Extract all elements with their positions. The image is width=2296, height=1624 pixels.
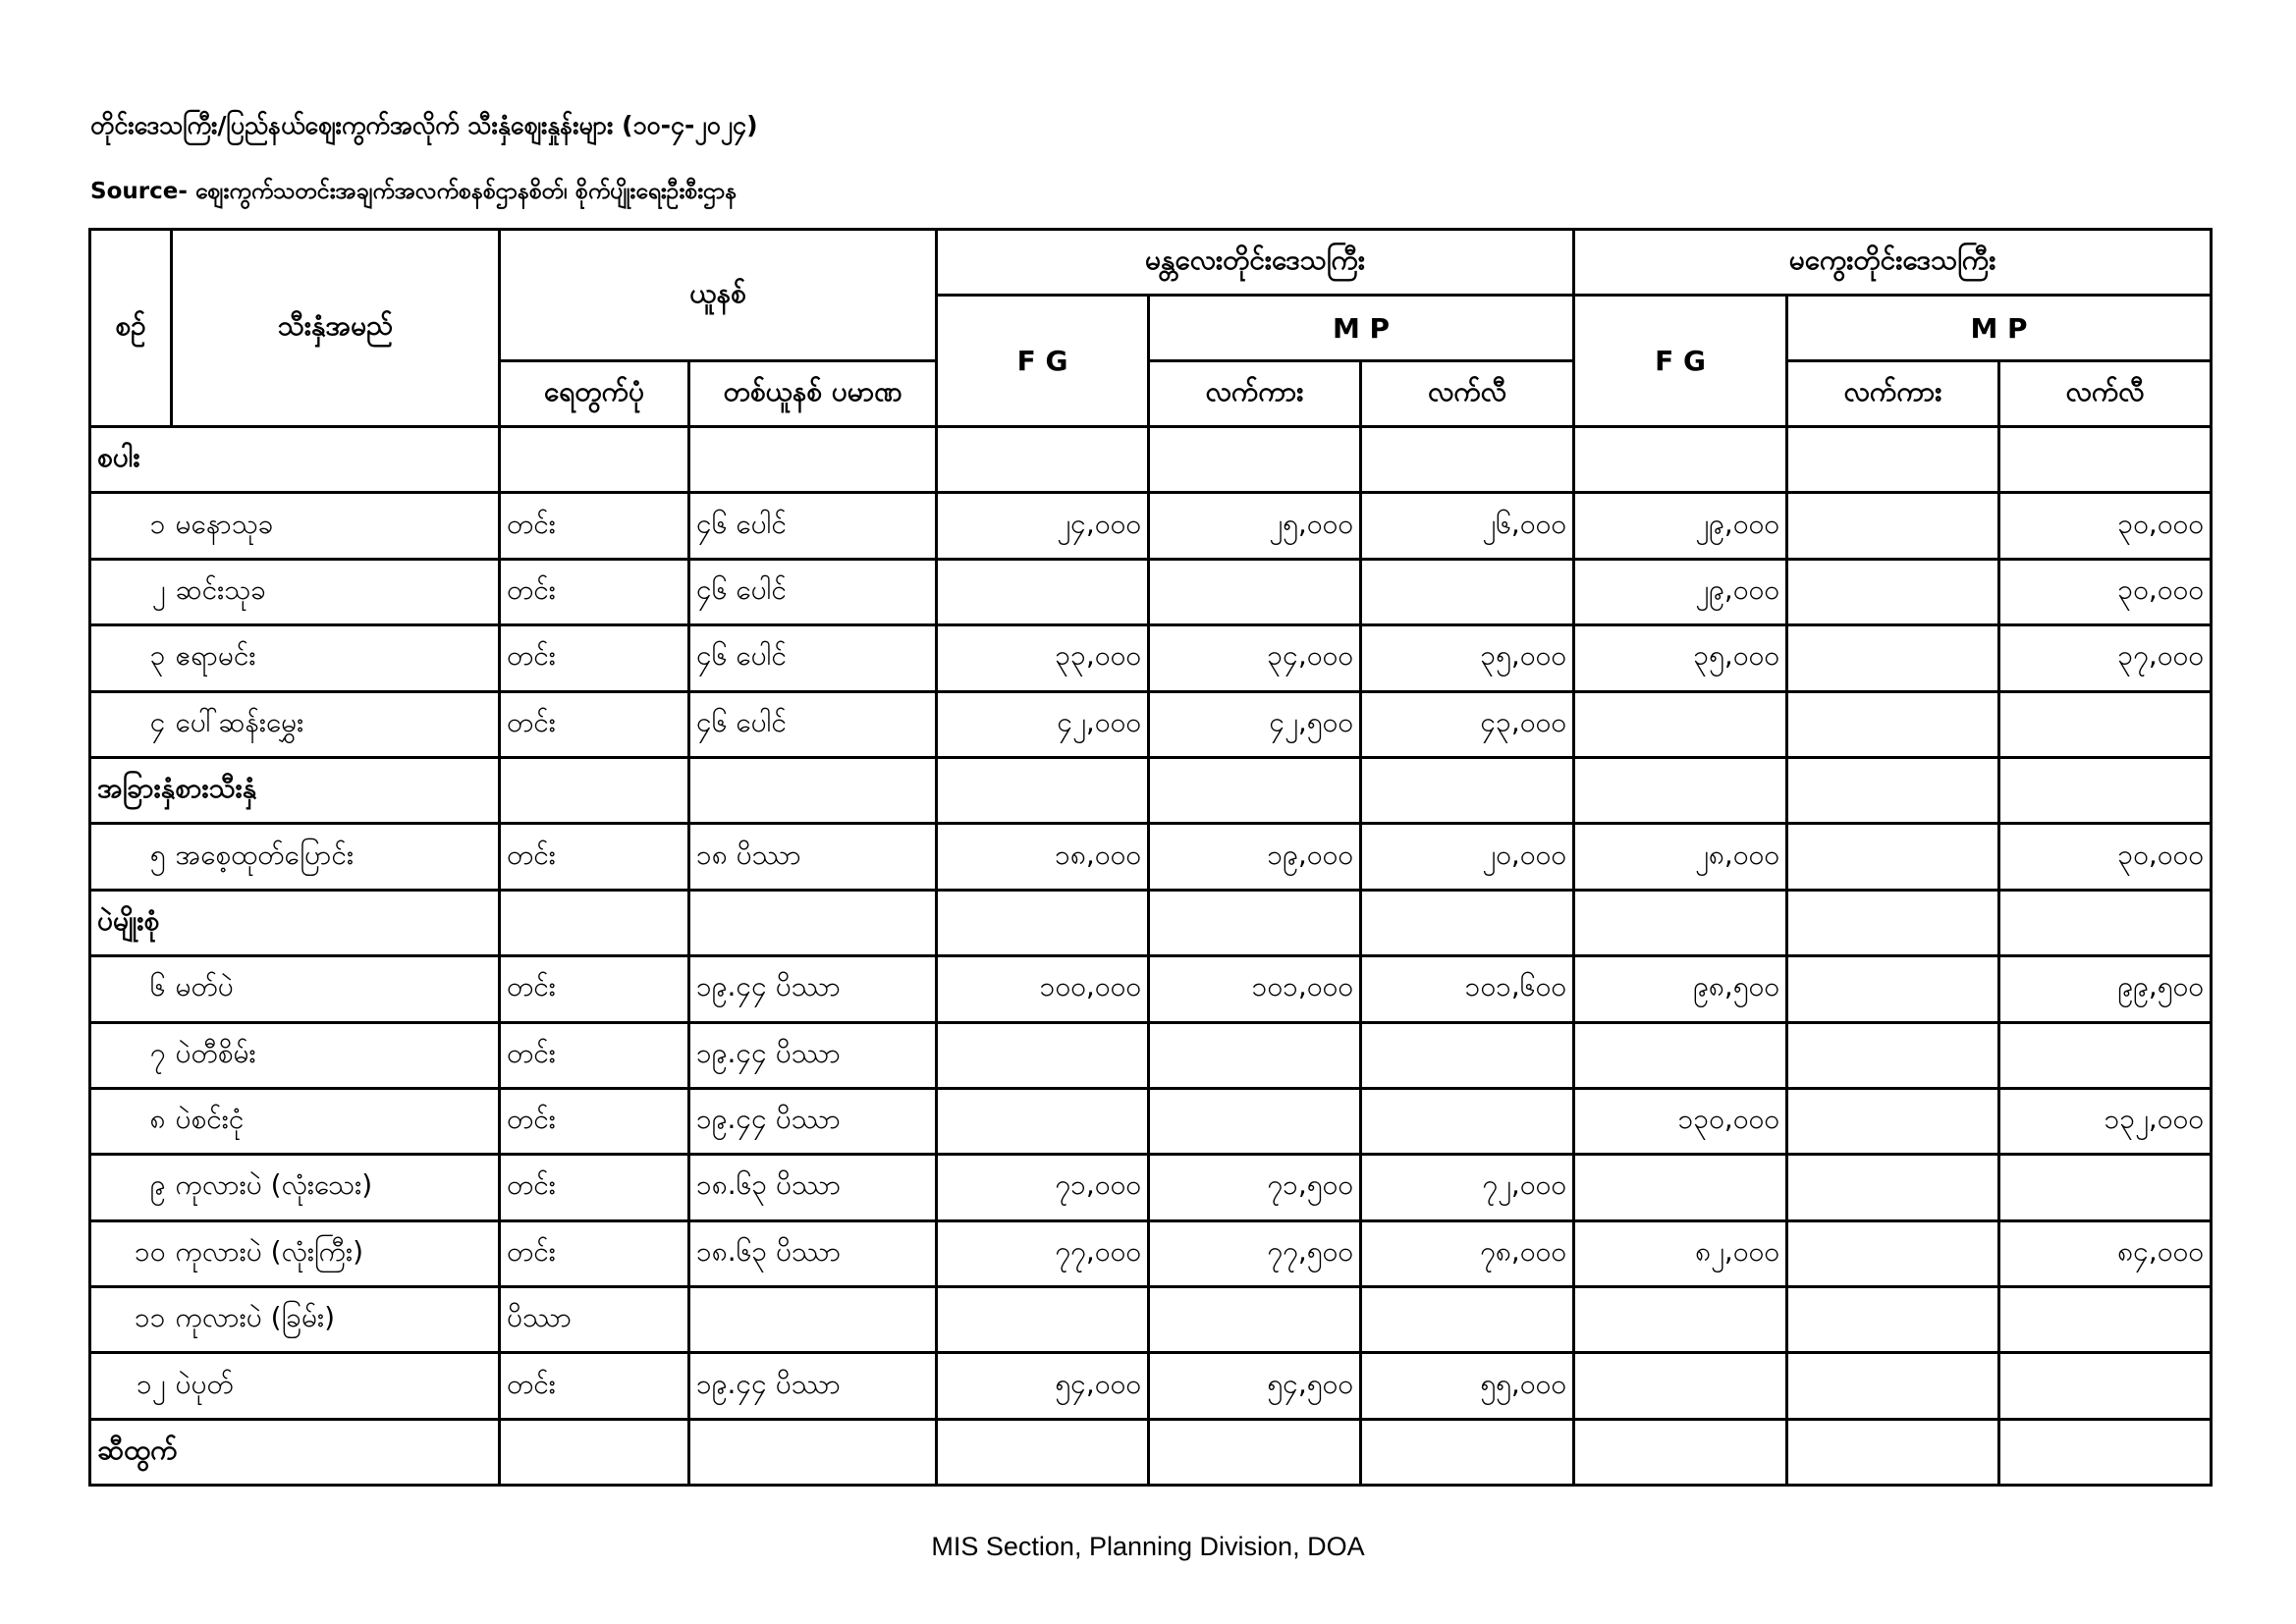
mp-wholesale-mandalay-price: ၄၂,၅၀၀ [1149, 691, 1361, 757]
fg-mandalay-price [937, 1287, 1149, 1353]
empty-cell [1361, 890, 1574, 955]
fg-magway-price [1574, 691, 1787, 757]
mp-retail-magway-price: ၃၇,၀၀၀ [1999, 625, 2212, 691]
serial-number: ၆ [90, 956, 172, 1022]
crop-name: ကုလားပဲ (လုံးကြီး) [172, 1220, 500, 1286]
mp-wholesale-mandalay-price [1149, 1022, 1361, 1088]
empty-cell [1999, 890, 2212, 955]
empty-cell [500, 757, 689, 823]
crop-name: ကုလားပဲ (ခြမ်း) [172, 1287, 500, 1353]
empty-cell [689, 427, 937, 493]
mp-wholesale-magway-price [1787, 559, 1999, 624]
fg-mandalay-price: ၃၃,၀၀၀ [937, 625, 1149, 691]
empty-cell [1787, 757, 1999, 823]
header-region-mandalay: မန္တလေးတိုင်းဒေသကြီး [937, 230, 1574, 296]
crop-name: ပေါ်ဆန်းမွှေး [172, 691, 500, 757]
mp-wholesale-magway-price [1787, 1353, 1999, 1419]
footer-text: MIS Section, Planning Division, DOA [931, 1532, 1365, 1561]
serial-number: ၃ [90, 625, 172, 691]
unit-qty: ၄၆ ပေါင် [689, 559, 937, 624]
unit-local: တင်း [500, 824, 689, 890]
serial-number: ၉ [90, 1155, 172, 1220]
header-unit-qty: တစ်ယူနစ် ပမာဏ [689, 361, 937, 427]
fg-magway-price: ၂၉,၀၀၀ [1574, 559, 1787, 624]
mp-retail-mandalay-price: ၁၀၁,၆၀၀ [1361, 956, 1574, 1022]
header-wholesale-magway: လက်ကား [1787, 361, 1999, 427]
fg-mandalay-price: ၂၄,၀၀၀ [937, 493, 1149, 559]
serial-number: ၁၂ [90, 1353, 172, 1419]
empty-cell [937, 1419, 1149, 1485]
unit-local: တင်း [500, 1353, 689, 1419]
table-row [90, 1022, 2212, 1088]
unit-qty: ၁၉.၄၄ ပိဿာ [689, 1022, 937, 1088]
empty-cell [1361, 1419, 1574, 1485]
empty-cell [1574, 1419, 1787, 1485]
mp-retail-magway-price: ၉၉,၅၀၀ [1999, 956, 2212, 1022]
crop-name: အစေ့ထုတ်ပြောင်း [172, 824, 500, 890]
table-body [90, 427, 2212, 1486]
mp-wholesale-mandalay-price: ၇၁,၅၀၀ [1149, 1155, 1361, 1220]
category-label: အခြားနှံစားသီးနှံ [90, 757, 500, 823]
fg-magway-price: ၈၂,၀၀၀ [1574, 1220, 1787, 1286]
price-table [88, 228, 2213, 1487]
unit-qty: ၁၉.၄၄ ပိဿာ [689, 956, 937, 1022]
empty-cell [937, 890, 1149, 955]
source-line: Source- ဈေးကွက်သတင်းအချက်အလက်စနစ်ဌာနစိတ်၊ စိုက်ပျိုးရေးဦးစီးဌာန [90, 179, 738, 204]
crop-name: ပဲစင်းငုံ [172, 1088, 500, 1154]
empty-cell [500, 890, 689, 955]
table-row [90, 1220, 2212, 1286]
unit-local: တင်း [500, 625, 689, 691]
empty-cell [1149, 1419, 1361, 1485]
unit-local: တင်း [500, 1088, 689, 1154]
unit-qty: ၁၈ ပိဿာ [689, 824, 937, 890]
unit-qty: ၁၉.၄၄ ပိဿာ [689, 1353, 937, 1419]
fg-magway-price [1574, 1155, 1787, 1220]
table-row [90, 1088, 2212, 1154]
fg-magway-price: ၁၃၀,၀၀၀ [1574, 1088, 1787, 1154]
serial-number: ၄ [90, 691, 172, 757]
empty-cell [937, 427, 1149, 493]
empty-cell [1574, 890, 1787, 955]
unit-local: တင်း [500, 1022, 689, 1088]
fg-mandalay-price [937, 1088, 1149, 1154]
empty-cell [1149, 757, 1361, 823]
empty-cell [1787, 890, 1999, 955]
header-mp-magway: M P [1787, 296, 2212, 361]
fg-mandalay-price: ၇၇,၀၀၀ [937, 1220, 1149, 1286]
unit-local: တင်း [500, 1155, 689, 1220]
crop-name: မနောသုခ [172, 493, 500, 559]
mp-retail-magway-price: ၃၀,၀၀၀ [1999, 824, 2212, 890]
unit-qty: ၄၆ ပေါင် [689, 493, 937, 559]
serial-number: ၁၁ [90, 1287, 172, 1353]
header-wholesale-mandalay: လက်ကား [1149, 361, 1361, 427]
serial-number: ၈ [90, 1088, 172, 1154]
fg-mandalay-price: ၇၁,၀၀၀ [937, 1155, 1149, 1220]
page-title: တိုင်းဒေသကြီး/ပြည်နယ်ဈေးကွက်အလိုက် သီးနှံဈေးနှုန်းများ (၁၀-၄-၂၀၂၄) [90, 111, 758, 139]
mp-retail-magway-price: ၃၀,၀၀၀ [1999, 559, 2212, 624]
empty-cell [937, 757, 1149, 823]
mp-retail-mandalay-price [1361, 1287, 1574, 1353]
mp-retail-magway-price [1999, 1353, 2212, 1419]
mp-wholesale-magway-price [1787, 1155, 1999, 1220]
serial-number: ၂ [90, 559, 172, 624]
serial-number: ၇ [90, 1022, 172, 1088]
mp-wholesale-magway-price [1787, 1088, 1999, 1154]
empty-cell [689, 757, 937, 823]
header-retail-mandalay: လက်လီ [1361, 361, 1574, 427]
mp-wholesale-magway-price [1787, 691, 1999, 757]
mp-retail-magway-price [1999, 691, 2212, 757]
mp-retail-mandalay-price: ၇၂,၀၀၀ [1361, 1155, 1574, 1220]
table-row [90, 956, 2212, 1022]
fg-magway-price: ၂၉,၀၀၀ [1574, 493, 1787, 559]
fg-mandalay-price [937, 1022, 1149, 1088]
table-row [90, 559, 2212, 624]
mp-wholesale-mandalay-price [1149, 559, 1361, 624]
empty-cell [1361, 757, 1574, 823]
header-region-magway: မကွေးတိုင်းဒေသကြီး [1574, 230, 2212, 296]
crop-name: မတ်ပဲ [172, 956, 500, 1022]
empty-cell [1999, 1419, 2212, 1485]
category-row [90, 1419, 2212, 1485]
empty-cell [1574, 427, 1787, 493]
unit-qty: ၁၈.၆၃ ပိဿာ [689, 1220, 937, 1286]
unit-qty [689, 1287, 937, 1353]
serial-number: ၁၀ [90, 1220, 172, 1286]
header-fg-mandalay: F G [937, 296, 1149, 427]
mp-retail-mandalay-price: ၇၈,၀၀၀ [1361, 1220, 1574, 1286]
mp-wholesale-magway-price [1787, 1220, 1999, 1286]
unit-qty: ၄၆ ပေါင် [689, 691, 937, 757]
crop-name: ဆင်းသုခ [172, 559, 500, 624]
empty-cell [1149, 427, 1361, 493]
serial-number: ၁ [90, 493, 172, 559]
mp-retail-magway-price: ၃၀,၀၀၀ [1999, 493, 2212, 559]
fg-magway-price [1574, 1022, 1787, 1088]
header-unit-local: ရေတွက်ပုံ [500, 361, 689, 427]
header-retail-magway: လက်လီ [1999, 361, 2212, 427]
mp-retail-magway-price [1999, 1287, 2212, 1353]
mp-retail-mandalay-price [1361, 559, 1574, 624]
unit-local: တင်း [500, 1220, 689, 1286]
unit-qty: ၁၈.၆၃ ပိဿာ [689, 1155, 937, 1220]
mp-wholesale-magway-price [1787, 1287, 1999, 1353]
empty-cell [500, 427, 689, 493]
unit-local: တင်း [500, 956, 689, 1022]
fg-mandalay-price: ၁၀၀,၀၀၀ [937, 956, 1149, 1022]
mp-wholesale-magway-price [1787, 824, 1999, 890]
mp-wholesale-mandalay-price: ၅၄,၅၀၀ [1149, 1353, 1361, 1419]
empty-cell [689, 890, 937, 955]
empty-cell [1149, 890, 1361, 955]
header-unit: ယူနစ် [500, 230, 937, 361]
fg-mandalay-price: ၄၂,၀၀၀ [937, 691, 1149, 757]
crop-name: ဧရာမင်း [172, 625, 500, 691]
mp-retail-mandalay-price: ၃၅,၀၀၀ [1361, 625, 1574, 691]
mp-retail-magway-price: ၈၄,၀၀၀ [1999, 1220, 2212, 1286]
table-row [90, 1353, 2212, 1419]
fg-magway-price [1574, 1353, 1787, 1419]
fg-magway-price: ၂၈,၀၀၀ [1574, 824, 1787, 890]
unit-qty: ၄၆ ပေါင် [689, 625, 937, 691]
table-row [90, 691, 2212, 757]
mp-wholesale-mandalay-price [1149, 1287, 1361, 1353]
mp-wholesale-mandalay-price [1149, 1088, 1361, 1154]
crop-name: ပဲပုတ် [172, 1353, 500, 1419]
fg-mandalay-price: ၁၈,၀၀၀ [937, 824, 1149, 890]
serial-number: ၅ [90, 824, 172, 890]
unit-local: တင်း [500, 691, 689, 757]
mp-retail-mandalay-price [1361, 1088, 1574, 1154]
table-row [90, 1155, 2212, 1220]
category-row [90, 427, 2212, 493]
crop-name: ကုလားပဲ (လုံးသေး) [172, 1155, 500, 1220]
fg-mandalay-price: ၅၄,၀၀၀ [937, 1353, 1149, 1419]
unit-qty: ၁၉.၄၄ ပိဿာ [689, 1088, 937, 1154]
mp-retail-mandalay-price [1361, 1022, 1574, 1088]
mp-wholesale-mandalay-price: ၇၇,၅၀၀ [1149, 1220, 1361, 1286]
mp-wholesale-mandalay-price: ၁၀၁,၀၀၀ [1149, 956, 1361, 1022]
fg-mandalay-price [937, 559, 1149, 624]
empty-cell [1361, 427, 1574, 493]
mp-retail-mandalay-price: ၄၃,၀၀၀ [1361, 691, 1574, 757]
mp-retail-magway-price [1999, 1155, 2212, 1220]
header-fg-magway: F G [1574, 296, 1787, 427]
mp-wholesale-magway-price [1787, 956, 1999, 1022]
empty-cell [1787, 427, 1999, 493]
table-row [90, 625, 2212, 691]
unit-local: တင်း [500, 493, 689, 559]
mp-retail-mandalay-price: ၂၀,၀၀၀ [1361, 824, 1574, 890]
empty-cell [689, 1419, 937, 1485]
mp-retail-magway-price [1999, 1022, 2212, 1088]
category-label: စပါး [90, 427, 500, 493]
mp-wholesale-magway-price [1787, 493, 1999, 559]
mp-retail-mandalay-price: ၅၅,၀၀၀ [1361, 1353, 1574, 1419]
mp-retail-mandalay-price: ၂၆,၀၀၀ [1361, 493, 1574, 559]
empty-cell [1574, 757, 1787, 823]
fg-magway-price: ၃၅,၀၀၀ [1574, 625, 1787, 691]
table-row [90, 493, 2212, 559]
fg-magway-price: ၉၈,၅၀၀ [1574, 956, 1787, 1022]
empty-cell [1787, 1419, 1999, 1485]
empty-cell [1999, 757, 2212, 823]
empty-cell [500, 1419, 689, 1485]
table-row [90, 1287, 2212, 1353]
category-row [90, 757, 2212, 823]
header-sn: စဉ် [90, 230, 172, 427]
category-label: ပဲမျိုးစုံ [90, 890, 500, 955]
header-crop-name: သီးနှံအမည် [172, 230, 500, 427]
unit-local: တင်း [500, 559, 689, 624]
mp-wholesale-mandalay-price: ၃၄,၀၀၀ [1149, 625, 1361, 691]
header-mp-mandalay: M P [1149, 296, 1574, 361]
category-label: ဆီထွက် [90, 1419, 500, 1485]
crop-name: ပဲတီစိမ်း [172, 1022, 500, 1088]
table-row [90, 824, 2212, 890]
unit-local: ပိဿာ [500, 1287, 689, 1353]
mp-retail-magway-price: ၁၃၂,၀၀၀ [1999, 1088, 2212, 1154]
empty-cell [1999, 427, 2212, 493]
mp-wholesale-mandalay-price: ၂၅,၀၀၀ [1149, 493, 1361, 559]
fg-magway-price [1574, 1287, 1787, 1353]
mp-wholesale-mandalay-price: ၁၉,၀၀၀ [1149, 824, 1361, 890]
category-row [90, 890, 2212, 955]
mp-wholesale-magway-price [1787, 625, 1999, 691]
mp-wholesale-magway-price [1787, 1022, 1999, 1088]
